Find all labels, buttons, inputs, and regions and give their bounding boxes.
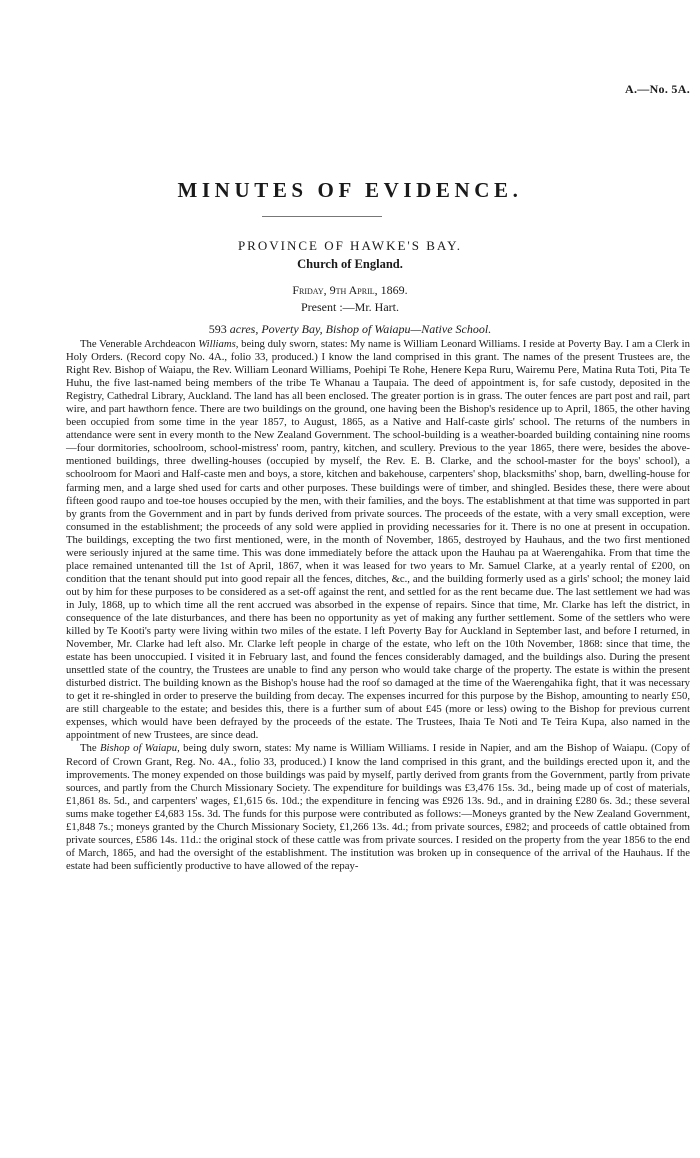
session-date xyxy=(0,283,700,298)
evidence-paragraph xyxy=(66,338,690,742)
evidence-paragraph xyxy=(66,742,690,872)
witness-name: Williams, xyxy=(198,338,239,350)
province-heading: PROVINCE OF HAWKE'S BAY. xyxy=(237,238,463,253)
title-divider xyxy=(262,216,382,217)
document-reference: A.—No. 5A. xyxy=(625,82,690,96)
present-line: Present :—Mr. Hart. xyxy=(301,300,399,314)
paragraph-text: being duly sworn, states: My name is William Williams. I reside in Napier, and am the Bishop of Waiapu. (Copy of Record of Crown Grant, Reg. No. 4A., folio 33, produced.) I know the land comprised in this grant, and the buildings erected upon it, and the improvements. The money expended on those buildings was paid by myself, partly derived from grants from the Government, partly from private sources, and partly from the Church Missionary Society. The expenditure for buildings was £3,476 15s. 3d., being made up of cost of materials, £1,861 8s. 5d., and carpenters' wages, £1,615 6s. 10d.; the expenditure in fencing was £926 13s. 9d., and in draining £280 6s. 3d.; these several sums make together £4,683 15s. 3d. The funds for this purpose were contributed as follows:—Moneys granted by the New Zealand Government, £1,848 7s.; moneys granted by the Church Missionary Society, £1,266 13s. 4d.; from private sources, £982; and proceeds of cattle obtained from private sources, £586 14s. 11d.: the original stock of these cattle was from private sources. I resided on the property from the year 1856 to the end of March, 1865, and had the oversight of the establishment. The institution was broken up in consequence of the arrival of the Hauhaus. If the estate had been sufficiently productive to have allowed of the repay- xyxy=(66,742,690,872)
session-day: Friday, 9th April, xyxy=(292,283,378,297)
paragraph-text: being duly sworn, states: My name is William Leonard Williams. I reside at Poverty Bay. I am a Clerk in Holy Orders. (Record copy No. 4A., folio 33, produced.) I know the land comprised in this grant. The names of the present Trustees are, the Right Rev. Bishop of Waiapu, the Rev. William Leonard Williams, Poehipi Te Rohe, Henere Kepa Ruru, Wairemu Pere, Matina Ruta Toti, Pita Te Huhu, the five last-named being members of the tribe Te Whanau a Taupaia. The deed of appointment is, for safe custody, deposited in the Registry, Cathedral Library, Auckland. The land has all been enclosed. The greater portion is in grass. The outer fences are part post and rail, part wire, and part hawthorn fence. There are two buildings on the ground, one having been the Bishop's residence up to April, 1865, the other having been occupied from some time in the year 1857, to August, 1865, as a Native and Half-caste girls' school. The returns of the numbers in attendance were sent in every month to the New Zealand Government. The school-building is a weather-boarded building containing nine rooms—four dormitories, schoolroom, school-mistress' room, pantry, kitchen, and scullery. Previous to the year 1865, there were, besides the above-mentioned buildings, three dwelling-houses (occupied by myself, the Rev. E. B. Clarke, and the school-master for the boys' school), a schoolroom for Maori and Half-caste men and boys, a store, kitchen and bakehouse, carpenters' shop, blacksmiths' shop, barn, dwelling-house for farming men, and a large shed used for carts and other purposes. These buildings were of timber, and shingled. Besides these, there were about fifteen good raupo and toe-toe houses occupied by the men, with their families, and the boys. The establishment at that time was supported in part by grants from the Government and in part by funds derived from private sources. The proceeds of the estate, with a very small exception, were consumed in the establishment; the proceeds of any sold were applied in providing necessaries for it. There is no one at present in occupation. The buildings, excepting the two first mentioned, were, in the month of November, 1865, destroyed by Hauhaus, and the two first mentioned were seriously injured at the same time. This was done immediately before the attack upon the Hauhau pa at Waerengahika. From that time the place remained untenanted till the 1st of April, 1867, when it was leased for two years to Mr. Samuel Clarke, at a yearly rental of £200, on condition that the tenant should put into good repair all the fences, ditches, &c., and the building formerly used as a girls' school; the money laid out by him for these purposes to be considered as a set-off against the rent, and settled for as the rent became due. The last settlement we had was in July, 1868, up to which time all the rent accrued was absorbed in the expense of repairs. Since that time, Mr. Clarke has left the district, in consequence of the late disturbances, and there has been no opportunity as yet of making any further settlement. Some of the settlers who were killed by Te Kooti's party were living within two miles of the estate. I left Poverty Bay for Auckland in September last, and before I returned, in November, Mr. Clarke had left also. Mr. Clarke left people in charge of the estate, who left on the 10th November, 1868: since that time, the estate has been unoccupied. I visited it in February last, and found the fences considerably damaged, and the buildings also. During the present unsettled state of the country, the Trustees are unable to find any person who would take charge of the property. The estate is within the present disturbed district. The building known as the Bishop's house had the roof so damaged at the time of the Waerengahika fight, that it was necessary to get it re-shingled in order to preserve the building from decay. The expenses incurred for this purpose by the Bishop, amounting to nearly £50, are still chargeable to the estate; and besides this, there is a further sum of about £45 (more or less) owing to the Bishop for previous current expenses, which would have been defrayed by the proceeds of the estate. The Trustees, Ihaia Te Noti and Te Teira Kupa, also named in the appointment of new Trustees, are since dead. xyxy=(66,338,690,742)
case-description: acres, Poverty Bay, Bishop of Waiapu—Native School. xyxy=(229,322,492,336)
witness-name: Bishop of Waiapu, xyxy=(100,742,180,755)
evidence-body xyxy=(66,338,690,873)
case-subtitle xyxy=(0,322,700,337)
church-heading: Church of England. xyxy=(297,257,403,271)
paragraph-lead: The Venerable Archdeacon xyxy=(80,338,199,350)
case-acres: 593 xyxy=(208,322,227,336)
paragraph-lead: The xyxy=(80,742,101,755)
session-year: 1869. xyxy=(380,283,408,297)
page-title: MINUTES OF EVIDENCE. xyxy=(177,178,523,202)
